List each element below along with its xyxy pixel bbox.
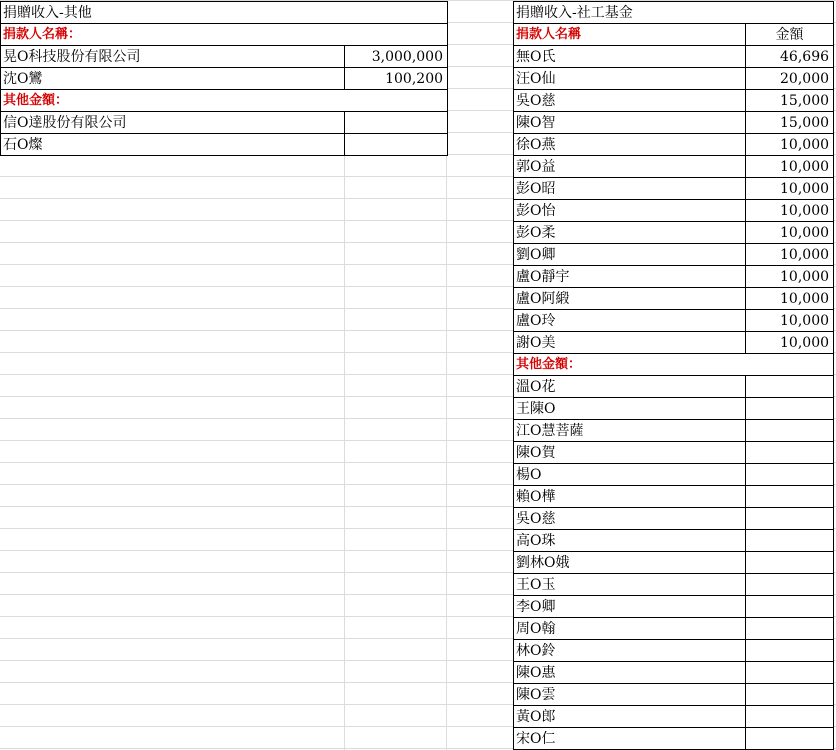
- table-row: [514, 288, 834, 310]
- right-amount-header[interactable]: 金額: [746, 24, 834, 46]
- donor-name-cell[interactable]: 彭O柔: [514, 222, 746, 244]
- other-amount-cell[interactable]: [345, 134, 448, 156]
- other-name-cell[interactable]: 石O燦: [1, 134, 345, 156]
- table-row: [514, 662, 834, 684]
- table-row: [514, 266, 834, 288]
- other-amount-cell[interactable]: [746, 376, 834, 398]
- table-row: [514, 706, 834, 728]
- right-table-title[interactable]: 捐贈收入-社工基金: [514, 2, 834, 24]
- donor-name-cell[interactable]: 彭O怡: [514, 200, 746, 222]
- other-name-cell[interactable]: 林O鈴: [514, 640, 746, 662]
- donor-name-cell[interactable]: 徐O燕: [514, 134, 746, 156]
- other-name-cell[interactable]: 黃O郎: [514, 706, 746, 728]
- table-row: [1, 112, 448, 134]
- other-amount-cell[interactable]: [345, 112, 448, 134]
- table-row: [514, 156, 834, 178]
- table-row: [514, 552, 834, 574]
- table-title-row: [514, 2, 834, 24]
- donor-amount-cell[interactable]: 10,000: [746, 244, 834, 266]
- donor-name-cell[interactable]: 謝O美: [514, 332, 746, 354]
- table-row: [514, 134, 834, 156]
- table-row: [514, 420, 834, 442]
- donor-amount-cell[interactable]: 10,000: [746, 156, 834, 178]
- donor-amount-cell[interactable]: 100,200: [345, 68, 448, 90]
- other-name-cell[interactable]: 賴O樺: [514, 486, 746, 508]
- donor-amount-cell[interactable]: 10,000: [746, 332, 834, 354]
- donor-name-cell[interactable]: 汪O仙: [514, 68, 746, 90]
- table-row: [514, 442, 834, 464]
- table-title-row: [1, 2, 448, 24]
- other-name-cell[interactable]: 陳O賀: [514, 442, 746, 464]
- donor-amount-cell[interactable]: 46,696: [746, 46, 834, 68]
- table-row: [514, 332, 834, 354]
- donor-amount-cell[interactable]: 10,000: [746, 222, 834, 244]
- other-name-cell[interactable]: 溫O花: [514, 376, 746, 398]
- table-row: [514, 486, 834, 508]
- right-donor-header[interactable]: 捐款人名稱: [514, 24, 746, 46]
- section-header-row: [1, 90, 448, 112]
- other-amount-cell[interactable]: [746, 530, 834, 552]
- other-name-cell[interactable]: 信O達股份有限公司: [1, 112, 345, 134]
- donor-amount-cell[interactable]: 10,000: [746, 288, 834, 310]
- table-row: [514, 310, 834, 332]
- donation-table-social-work-fund: [513, 1, 834, 750]
- donor-name-cell[interactable]: 無O氏: [514, 46, 746, 68]
- table-row: [514, 178, 834, 200]
- table-row: [514, 464, 834, 486]
- right-other-header[interactable]: 其他金額：: [514, 354, 834, 376]
- donor-name-cell[interactable]: 盧O靜宇: [514, 266, 746, 288]
- donor-name-cell[interactable]: 晃O科技股份有限公司: [1, 46, 345, 68]
- table-row: [514, 46, 834, 68]
- donor-name-cell[interactable]: 盧O阿緞: [514, 288, 746, 310]
- other-amount-cell[interactable]: [746, 728, 834, 750]
- section-header-row: [514, 24, 834, 46]
- left-table-title[interactable]: 捐贈收入-其他: [1, 2, 448, 24]
- other-name-cell[interactable]: 陳O雲: [514, 684, 746, 706]
- table-row: [1, 68, 448, 90]
- table-row: [514, 222, 834, 244]
- table-row: [514, 398, 834, 420]
- donor-name-cell[interactable]: 郭O益: [514, 156, 746, 178]
- other-name-cell[interactable]: 吳O慈: [514, 508, 746, 530]
- donor-amount-cell[interactable]: 15,000: [746, 112, 834, 134]
- donor-name-cell[interactable]: 劉O卿: [514, 244, 746, 266]
- donor-amount-cell[interactable]: 3,000,000: [345, 46, 448, 68]
- other-amount-cell[interactable]: [746, 398, 834, 420]
- other-name-cell[interactable]: 周O翰: [514, 618, 746, 640]
- donor-amount-cell[interactable]: 20,000: [746, 68, 834, 90]
- table-row: [1, 134, 448, 156]
- other-amount-cell[interactable]: [746, 662, 834, 684]
- donor-amount-cell[interactable]: 15,000: [746, 90, 834, 112]
- donor-name-cell[interactable]: 吳O慈: [514, 90, 746, 112]
- left-donor-header[interactable]: 捐款人名稱：: [1, 24, 448, 46]
- section-header-row: [514, 354, 834, 376]
- donor-amount-cell[interactable]: 10,000: [746, 310, 834, 332]
- left-other-header[interactable]: 其他金額：: [1, 90, 448, 112]
- donor-amount-cell[interactable]: 10,000: [746, 178, 834, 200]
- other-name-cell[interactable]: 陳O惠: [514, 662, 746, 684]
- other-name-cell[interactable]: 王陳O: [514, 398, 746, 420]
- other-amount-cell[interactable]: [746, 508, 834, 530]
- other-amount-cell[interactable]: [746, 596, 834, 618]
- section-header-row: [1, 24, 448, 46]
- other-amount-cell[interactable]: [746, 574, 834, 596]
- other-name-cell[interactable]: 王O玉: [514, 574, 746, 596]
- other-amount-cell[interactable]: [746, 684, 834, 706]
- other-name-cell[interactable]: 高O珠: [514, 530, 746, 552]
- donation-table-other: [0, 1, 448, 156]
- other-amount-cell[interactable]: [746, 464, 834, 486]
- table-row: [514, 684, 834, 706]
- other-amount-cell[interactable]: [746, 552, 834, 574]
- donor-name-cell[interactable]: 沈O鸞: [1, 68, 345, 90]
- table-row: [514, 376, 834, 398]
- donor-amount-cell[interactable]: 10,000: [746, 266, 834, 288]
- donor-name-cell[interactable]: 陳O智: [514, 112, 746, 134]
- table-row: [514, 640, 834, 662]
- table-row: [1, 46, 448, 68]
- table-row: [514, 728, 834, 750]
- other-name-cell[interactable]: 楊O: [514, 464, 746, 486]
- table-row: [514, 574, 834, 596]
- other-amount-cell[interactable]: [746, 640, 834, 662]
- table-row: [514, 68, 834, 90]
- donor-name-cell[interactable]: 彭O昭: [514, 178, 746, 200]
- donor-amount-cell[interactable]: 10,000: [746, 200, 834, 222]
- other-name-cell[interactable]: 劉林O娥: [514, 552, 746, 574]
- table-row: [514, 618, 834, 640]
- table-row: [514, 508, 834, 530]
- other-amount-cell[interactable]: [746, 420, 834, 442]
- donor-name-cell[interactable]: 盧O玲: [514, 310, 746, 332]
- other-amount-cell[interactable]: [746, 442, 834, 464]
- other-amount-cell[interactable]: [746, 618, 834, 640]
- other-name-cell[interactable]: 江O慧菩薩: [514, 420, 746, 442]
- table-row: [514, 112, 834, 134]
- table-row: [514, 90, 834, 112]
- other-name-cell[interactable]: 李O卿: [514, 596, 746, 618]
- table-row: [514, 200, 834, 222]
- other-amount-cell[interactable]: [746, 486, 834, 508]
- donor-amount-cell[interactable]: 10,000: [746, 134, 834, 156]
- table-row: [514, 244, 834, 266]
- table-row: [514, 530, 834, 552]
- other-name-cell[interactable]: 宋O仁: [514, 728, 746, 750]
- table-row: [514, 596, 834, 618]
- other-amount-cell[interactable]: [746, 706, 834, 728]
